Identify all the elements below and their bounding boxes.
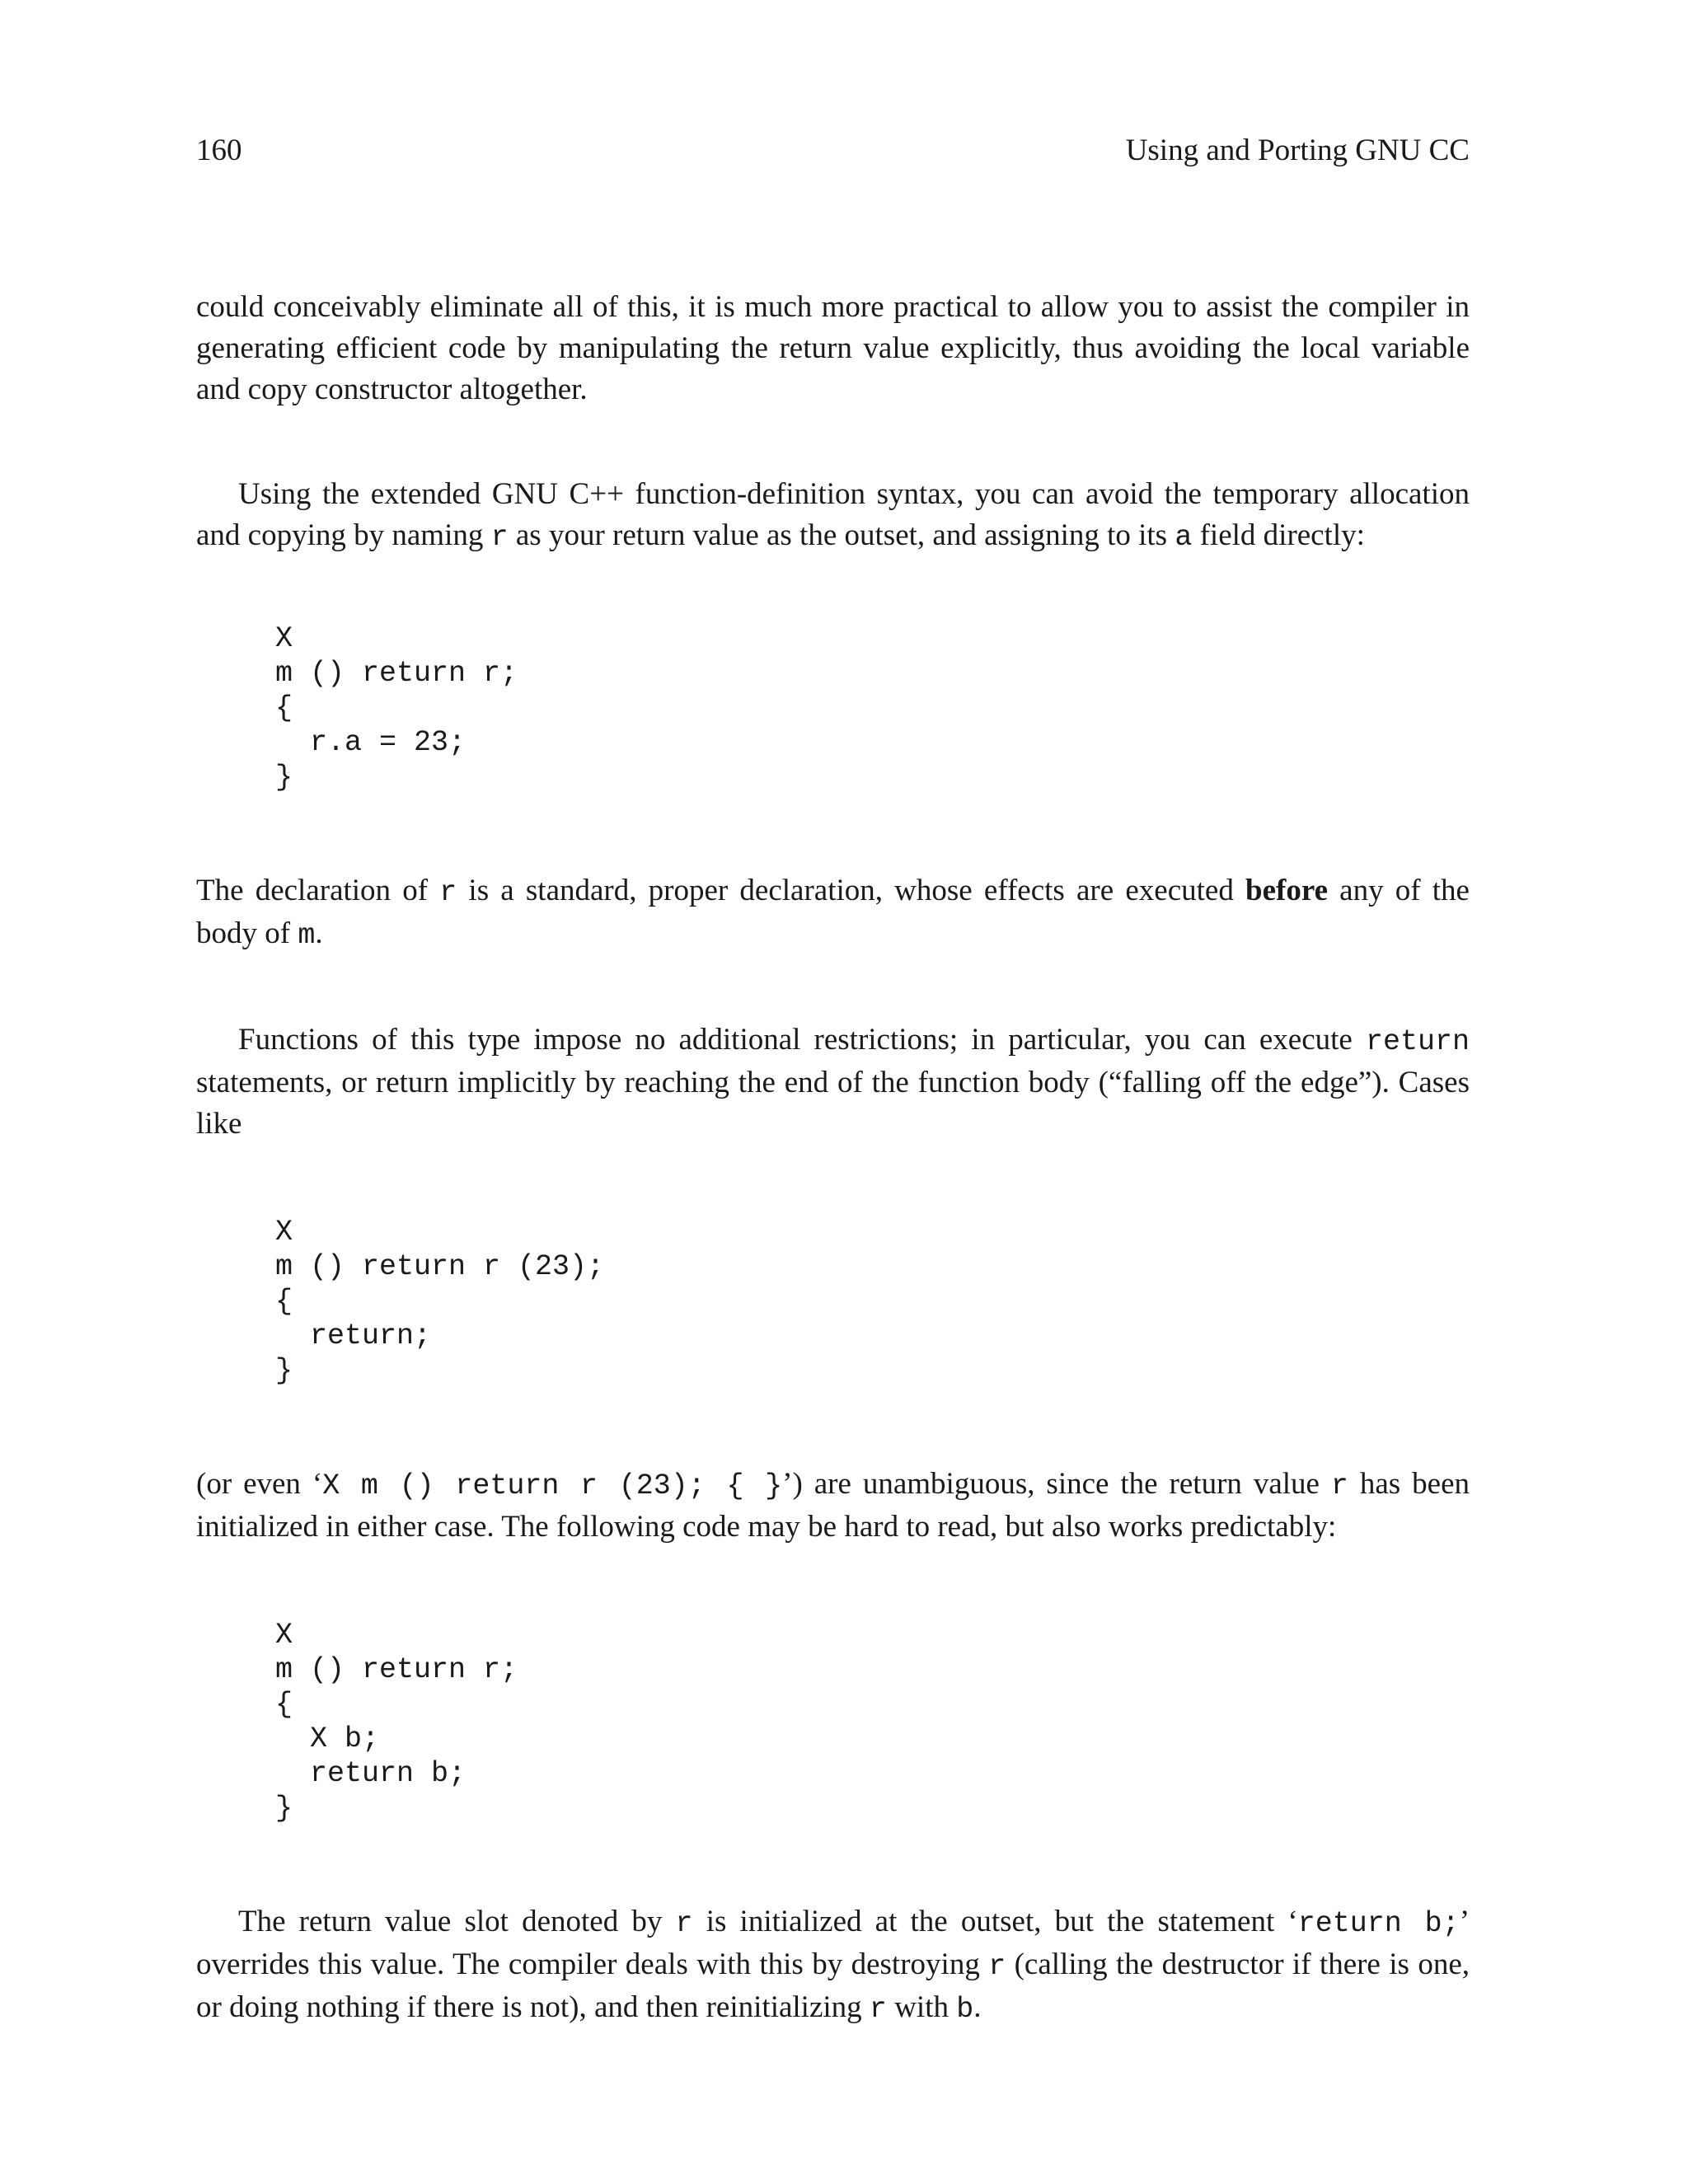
inline-code: a [1175,521,1193,554]
code-line: { [275,1285,293,1318]
paragraph-return-slot [196,1901,1470,2030]
inline-code: b [956,1993,974,2026]
paragraph-extended-syntax [196,474,1470,558]
paragraph-continuation: could conceivably eliminate all of this, it is much more practical to allow you to assist the compiler in generating efficient code by manipulating the return value explicitly, thus avoiding the local variable and copy constructor altogether. [196,290,1470,406]
code-block-2 [196,1215,1470,1388]
page-number: 160 [196,134,242,167]
code-line: { [275,691,293,724]
paragraph-text: as your return value as the outset, and assigning to its [508,518,1175,552]
paragraph-text: is a standard, proper declaration, whose effects are executed [457,874,1245,907]
inline-code: r [988,1950,1006,1983]
paragraph-text: . [315,916,323,950]
paragraph-declaration [196,870,1470,956]
code-line: m () return r; [275,657,518,690]
code-line: X [275,1216,293,1249]
code-block-1 [196,621,1470,794]
inline-code: r [869,1993,887,2026]
inline-code: m [298,919,316,952]
paragraph-unambiguous [196,1464,1470,1548]
running-title: Using and Porting GNU CC [1125,134,1470,167]
code-block-3 [196,1618,1470,1825]
inline-code: return [1365,1025,1470,1058]
bold-text: before [1245,874,1328,907]
inline-code: return b; [1297,1907,1460,1940]
code-line: r.a = 23; [275,726,467,759]
code-line: } [275,1792,293,1825]
paragraph-text: with [886,1990,957,2024]
code-line: X [275,1619,293,1652]
inline-code: X m () return r (23); { } [322,1469,783,1502]
paragraph-text: field directly: [1192,518,1365,552]
inline-code: r [490,521,509,554]
code-line: return b; [275,1757,467,1790]
paragraph-text: ’ overrides this value. The compiler deals with this by destroying [196,1905,1470,1981]
code-line: X [275,622,293,655]
paragraph-text: Using the extended GNU C++ function-definition syntax, you can avoid the temporary allocation and copying by naming [196,477,1470,552]
inline-code: r [1330,1469,1348,1502]
paragraph-text: has been initialized in either case. The following code may be hard to read, but also works predictably: [196,1467,1470,1544]
inline-code: r [675,1907,693,1940]
paragraph-text: The return value slot denoted by [238,1905,676,1938]
paragraph-text: The declaration of [196,874,440,907]
code-line: m () return r; [275,1653,518,1686]
inline-code: r [439,876,457,909]
code-line: { [275,1688,293,1721]
paragraph-restrictions [196,1019,1470,1145]
paragraph-text: (calling the destructor if there is one, or doing nothing if there is not), and then reinitializing [196,1947,1470,2024]
code-line: } [275,761,293,794]
paragraph-text: is initialized at the outset, but the statement ‘ [692,1905,1298,1938]
page-body [196,287,1470,2030]
paragraph-text: ’) are unambiguous, since the return value [782,1467,1331,1501]
paragraph-text: statements, or return implicitly by reaching the end of the function body (“falling off the edge”). Cases like [196,1066,1470,1141]
code-line: m () return r (23); [275,1250,605,1283]
paragraph-text: . [973,1990,982,2024]
page-header [196,130,1470,171]
code-line: } [275,1354,293,1387]
paragraph-text: any of the body of [196,874,1470,950]
paragraph-text: (or even ‘ [196,1467,323,1501]
paragraph-text: Functions of this type impose no additional restrictions; in particular, you can execute [238,1023,1366,1057]
code-line: X b; [275,1722,380,1755]
code-line: return; [275,1319,432,1352]
